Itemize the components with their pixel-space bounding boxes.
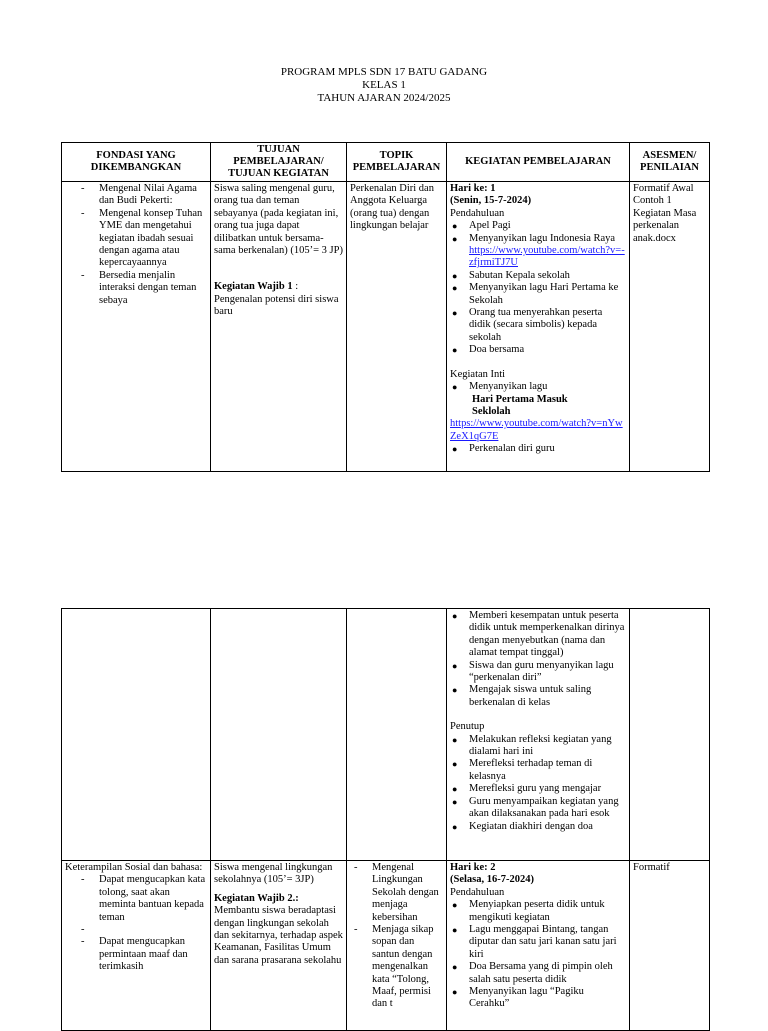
asesmen-cell <box>630 609 710 861</box>
mpls-table-page1 <box>61 142 710 472</box>
list-item: - Dapat mengucapkan kata tolong, saat akan meminta bantuan kepada teman <box>99 874 207 924</box>
list-item: ● Menyanyikan lagu <box>469 381 626 393</box>
list-item: ● Memberi kesempatan untuk peserta didik untuk memperkenalkan dirinya dengan menyebutkan (nama dan alamat tempat tinggal) <box>469 610 626 660</box>
day-date: (Selasa, 16-7-2024) <box>450 874 534 886</box>
class-label: KELAS 1 <box>362 79 406 91</box>
col-header-kegiatan: KEGIATAN PEMBELAJARAN <box>447 143 630 182</box>
list-item: ● Mengajak siswa untuk saling berkenalan di kelas <box>469 684 626 709</box>
list-item: ● Siswa dan guru menyanyikan lagu “perkenalan diri” <box>469 660 626 685</box>
list-item: - Mengenal konsep Tuhan YME dan mengetahui kegiatan ibadah sesuai dengan agama atau kepercayaannya <box>99 208 207 270</box>
list-item: - Menjaga sikap sopan dan santun dengan mengenalkan kata “Tolong, Maaf, permisi dan t <box>372 924 443 1011</box>
fondasi-cell <box>62 861 211 1031</box>
col-header-tujuan: TUJUAN PEMBELAJARAN/ TUJUAN KEGIATAN <box>211 143 347 182</box>
col-header-asesmen: ASESMEN/ PENILAIAN <box>630 143 710 182</box>
list-item: ● Sabutan Kepala sekolah <box>469 270 626 282</box>
day-label: Hari ke: 1 <box>450 183 496 194</box>
day-date: (Senin, 15-7-2024) <box>450 195 532 207</box>
list-item: - Mengenal Lingkungan Sekolah dengan menjaga kebersihan <box>372 862 443 924</box>
list-item: - Dapat mengucapkan permintaan maaf dan terimkasih <box>99 936 207 973</box>
song-title: Seklolah <box>472 405 511 417</box>
topik-cell <box>347 861 447 1031</box>
asesmen-cell: Formatif <box>630 861 710 1031</box>
fondasi-cell <box>62 609 211 861</box>
table-row <box>62 609 710 861</box>
list-item: - Bersedia menjalin interaksi dengan teman sebaya <box>99 270 207 307</box>
program-title: PROGRAM MPLS SDN 17 BATU GADANG <box>280 66 488 78</box>
section-label: Kegiatan Inti <box>450 368 506 380</box>
asesmen-cell: Formatif Awal Contoh 1 Kegiatan Masa perkenalan anak.docx <box>630 182 710 472</box>
kegiatan-cell <box>447 182 630 472</box>
list-item: ● Lagu menggapai Bintang, tangan diputar dan satu jari kanan satu jari kiri <box>469 924 626 961</box>
fondasi-cell <box>62 182 211 472</box>
list-item: ● Merefleksi guru yang mengajar <box>469 783 626 795</box>
list-item: ● Apel Pagi <box>469 220 626 232</box>
song-title: Hari Pertama Masuk <box>472 393 568 405</box>
list-item: ● Menyanyikan lagu “Pagiku Cerahku” <box>469 986 626 1011</box>
kegiatan-wajib-2: Kegiatan Wajib 2.: Membantu siswa beradaptasi dengan lingkungan sekolah dan sekitarnya, terhadap aspek Keamanan, Fasilitas Umum dan sarana prasarana sekolahu <box>214 892 343 966</box>
list-item: ● Perkenalan diri guru <box>469 443 626 455</box>
tujuan-text: Siswa mengenal lingkungan sekolahnya (105’= 3JP) <box>214 862 333 886</box>
table-row <box>62 182 710 472</box>
list-item: ● Menyanyikan lagu Indonesia Raya https://www.youtube.com/watch?v=-zfjrmiTJ7U <box>469 233 626 270</box>
table-row <box>62 861 710 1031</box>
youtube-link[interactable]: https://www.youtube.com/watch?v=-zfjrmiTJ7U <box>469 245 625 269</box>
table-header-row <box>62 143 710 182</box>
topik-cell: Perkenalan Diri dan Anggota Keluarga (orang tua) dengan lingkungan belajar <box>347 182 447 472</box>
list-item <box>99 924 207 936</box>
mpls-table-page2 <box>61 608 710 1031</box>
section-label: Pendahuluan <box>450 207 505 219</box>
section-label: Penutup <box>450 721 485 733</box>
day-label: Hari ke: 2 <box>450 862 496 873</box>
tujuan-cell <box>211 182 347 472</box>
col-header-fondasi: FONDASI YANG DIKEMBANGKAN <box>62 143 211 182</box>
topik-cell <box>347 609 447 861</box>
school-year: TAHUN AJARAN 2024/2025 <box>317 92 451 104</box>
list-item: ● Merefleksi terhadap teman di kelasnya <box>469 758 626 783</box>
list-item: ● Menyanyikan lagu Hari Pertama ke Sekolah <box>469 282 626 307</box>
tujuan-cell <box>211 861 347 1031</box>
list-item: ● Doa Bersama yang di pimpin oleh salah satu peserta didik <box>469 961 626 986</box>
fondasi-intro: Keterampilan Sosial dan bahasa: <box>65 862 203 873</box>
kegiatan-cell <box>447 609 630 861</box>
list-item: ● Melakukan refleksi kegiatan yang dialami hari ini <box>469 734 626 759</box>
list-item: ● Kegiatan diakhiri dengan doa <box>469 821 626 833</box>
document-header <box>0 66 768 105</box>
list-item: ● Menyiapkan peserta didik untuk mengikuti kegiatan <box>469 899 626 924</box>
kegiatan-cell <box>447 861 630 1031</box>
tujuan-text: Siswa saling mengenal guru, orang tua dan teman sebayanya (pada kegiatan ini, orang tua juga dapat dilibatkan untuk bersama-sama berkenalan) (105’= 3 JP) <box>214 183 343 257</box>
kegiatan-wajib-1: Kegiatan Wajib 1 : Pengenalan potensi diri siswa baru <box>214 281 339 318</box>
list-item: ● Orang tua menyerahkan peserta didik (secara simbolis) kepada sekolah <box>469 307 626 344</box>
youtube-link[interactable]: https://www.youtube.com/watch?v=nYwZeX1qG7E <box>450 418 623 442</box>
tujuan-cell <box>211 609 347 861</box>
list-item: ● Doa bersama <box>469 344 626 356</box>
section-label: Pendahuluan <box>450 886 505 898</box>
list-item: - Mengenal Nilai Agama dan Budi Pekerti: <box>99 183 207 208</box>
col-header-topik: TOPIK PEMBELAJARAN <box>347 143 447 182</box>
list-item: ● Guru menyampaikan kegiatan yang akan dilaksanakan pada hari esok <box>469 796 626 821</box>
